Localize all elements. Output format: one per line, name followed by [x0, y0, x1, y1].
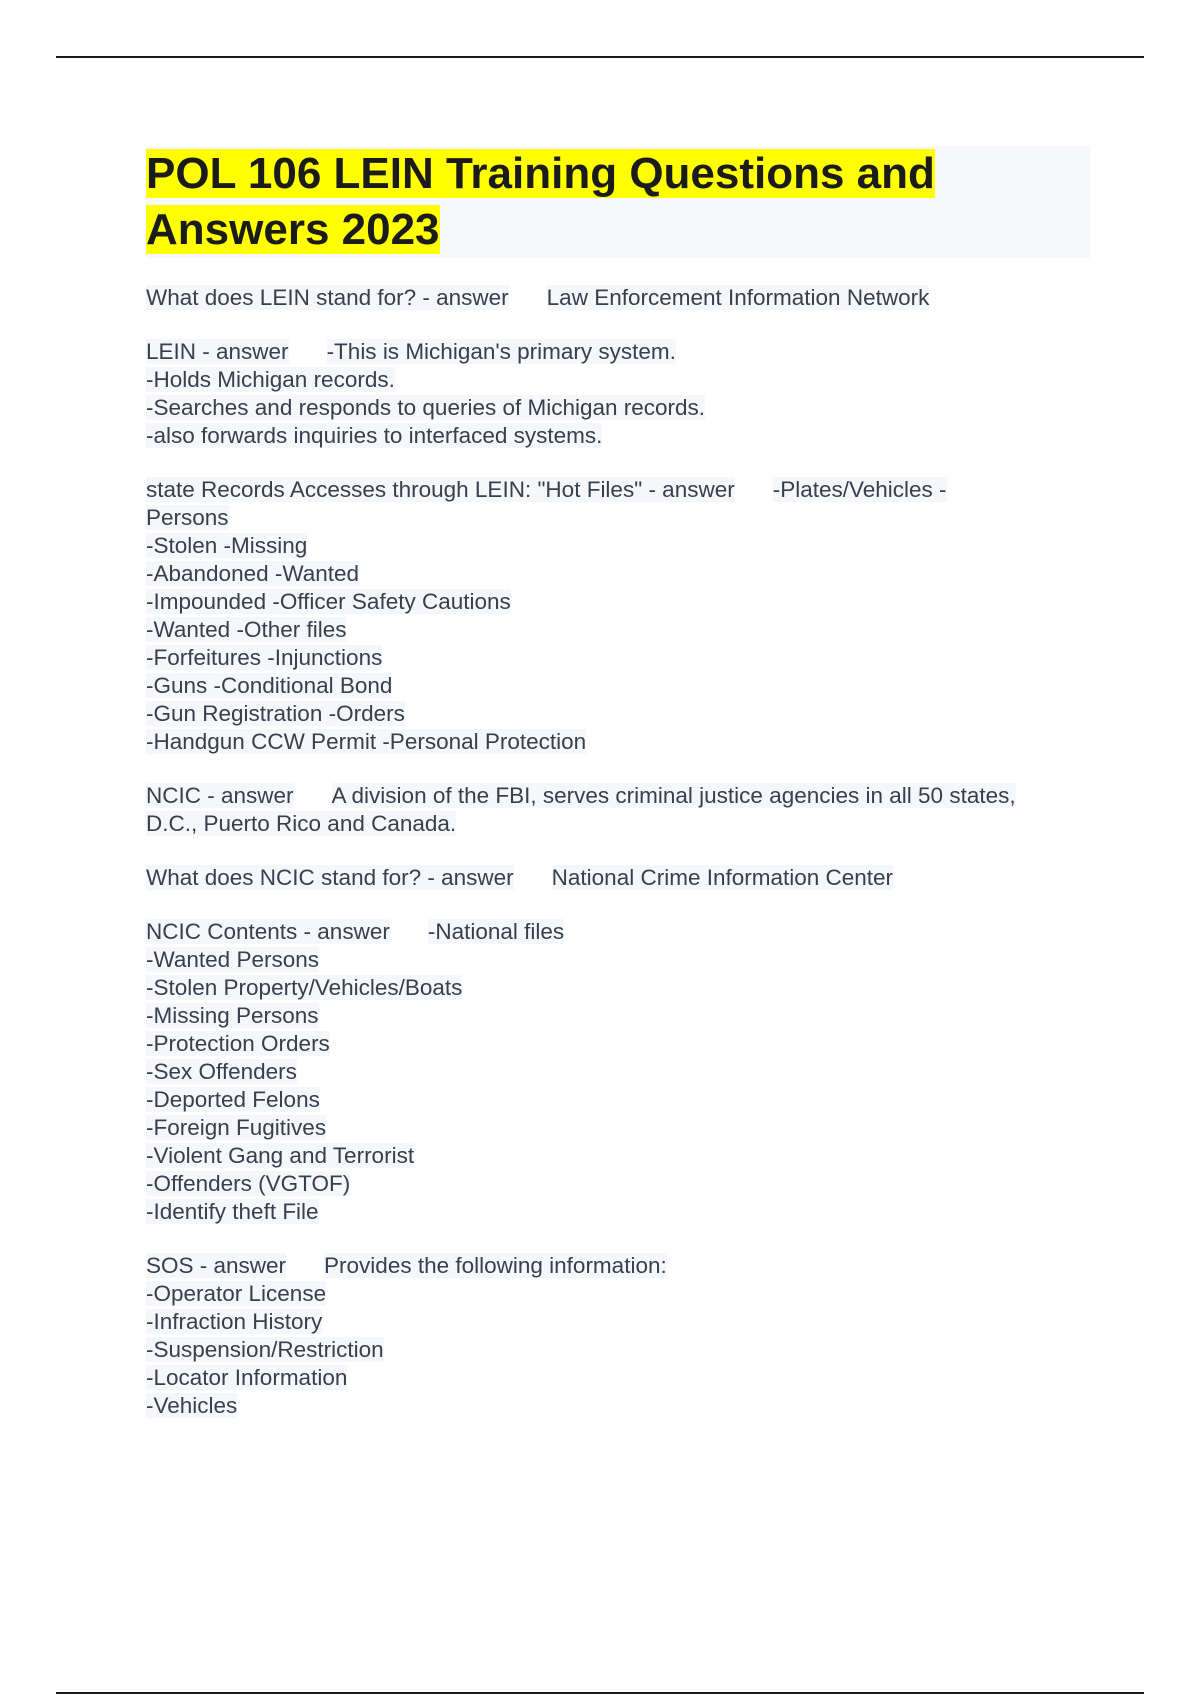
- answer-line: [146, 974, 1090, 1002]
- answer-line-text: -also forwards inquiries to interfaced systems.: [146, 423, 603, 448]
- answer-line: [146, 1170, 1090, 1198]
- qa-item: [146, 864, 1090, 892]
- answer-line-text: -Wanted Persons: [146, 947, 319, 972]
- qa-first-line: [146, 338, 1090, 366]
- answer-text: National Crime Information Center: [551, 865, 894, 890]
- answer-line-text: -Stolen Property/Vehicles/Boats: [146, 975, 463, 1000]
- answer-line: [146, 672, 1090, 700]
- qa-first-line: [146, 284, 1090, 312]
- answer-line-text: -Impounded -Officer Safety Cautions: [146, 589, 511, 614]
- answer-line-text: -Locator Information: [146, 1365, 348, 1390]
- answer-line: [146, 1002, 1090, 1030]
- answer-line-text: -Identify theft File: [146, 1199, 319, 1224]
- top-rule: [56, 56, 1144, 58]
- answer-line-text: -Violent Gang and Terrorist: [146, 1143, 415, 1168]
- answer-line: [146, 422, 1090, 450]
- answer-text: A division of the FBI, serves criminal justice agencies in all 50 states,: [331, 783, 1016, 808]
- answer-line-text: -Missing Persons: [146, 1003, 319, 1028]
- answer-line-text: D.C., Puerto Rico and Canada.: [146, 811, 457, 836]
- qa-item: [146, 476, 1090, 756]
- qa-list: [146, 284, 1090, 1420]
- title-highlight: POL 106 LEIN Training Questions and Answers 2023: [146, 149, 935, 254]
- answer-line: [146, 560, 1090, 588]
- qa-first-line: [146, 864, 1090, 892]
- answer-line: [146, 532, 1090, 560]
- qa-item: [146, 1252, 1090, 1420]
- qa-first-line: [146, 1252, 1090, 1280]
- answer-line: [146, 946, 1090, 974]
- answer-line: [146, 1308, 1090, 1336]
- answer-line-text: -Deported Felons: [146, 1087, 320, 1112]
- answer-line-text: -Operator License: [146, 1281, 327, 1306]
- answer-line: [146, 366, 1090, 394]
- answer-line-text: -Foreign Fugitives: [146, 1115, 327, 1140]
- answer-line: [146, 1114, 1090, 1142]
- answer-line-text: -Searches and responds to queries of Michigan records.: [146, 395, 706, 420]
- question-text: LEIN - answer: [146, 339, 289, 364]
- answer-line-text: -Sex Offenders: [146, 1059, 297, 1084]
- answer-line: [146, 588, 1090, 616]
- answer-line: [146, 728, 1090, 756]
- question-text: state Records Accesses through LEIN: "Hot Files" - answer: [146, 477, 735, 502]
- question-text: What does LEIN stand for? - answer: [146, 285, 509, 310]
- answer-line: [146, 1280, 1090, 1308]
- answer-line-text: -Handgun CCW Permit -Personal Protection: [146, 729, 587, 754]
- answer-text: -This is Michigan's primary system.: [326, 339, 676, 364]
- answer-line: [146, 394, 1090, 422]
- qa-item: [146, 284, 1090, 312]
- answer-line: [146, 1058, 1090, 1086]
- qa-first-line: [146, 782, 1090, 810]
- qa-item: [146, 782, 1090, 838]
- answer-line: [146, 1086, 1090, 1114]
- qa-first-line: [146, 918, 1090, 946]
- document-title: [146, 146, 1090, 258]
- answer-line: [146, 504, 1090, 532]
- answer-line-text: -Holds Michigan records.: [146, 367, 395, 392]
- answer-text: -National files: [427, 919, 565, 944]
- answer-text: Law Enforcement Information Network: [546, 285, 930, 310]
- answer-line-text: -Forfeitures -Injunctions: [146, 645, 383, 670]
- document-body: [146, 146, 1090, 1446]
- question-text: NCIC Contents - answer: [146, 919, 390, 944]
- answer-line-text: -Abandoned -Wanted: [146, 561, 360, 586]
- answer-line: [146, 1198, 1090, 1226]
- answer-line: [146, 644, 1090, 672]
- answer-line: [146, 810, 1090, 838]
- answer-line: [146, 1142, 1090, 1170]
- answer-text: Provides the following information:: [324, 1253, 667, 1278]
- answer-line-text: -Vehicles: [146, 1393, 238, 1418]
- title-block: [146, 146, 1090, 258]
- answer-line-text: -Stolen -Missing: [146, 533, 308, 558]
- answer-line: [146, 1030, 1090, 1058]
- answer-line-text: -Protection Orders: [146, 1031, 330, 1056]
- bottom-rule: [56, 1692, 1144, 1694]
- answer-line-text: -Gun Registration -Orders: [146, 701, 405, 726]
- qa-item: [146, 338, 1090, 450]
- answer-text: -Plates/Vehicles -: [772, 477, 947, 502]
- question-text: What does NCIC stand for? - answer: [146, 865, 514, 890]
- answer-line: [146, 1336, 1090, 1364]
- answer-line: [146, 700, 1090, 728]
- answer-line: [146, 616, 1090, 644]
- question-text: NCIC - answer: [146, 783, 294, 808]
- answer-line: [146, 1364, 1090, 1392]
- question-text: SOS - answer: [146, 1253, 287, 1278]
- answer-line: [146, 1392, 1090, 1420]
- answer-line-text: -Guns -Conditional Bond: [146, 673, 393, 698]
- answer-line-text: Persons: [146, 505, 229, 530]
- qa-first-line: [146, 476, 1090, 504]
- answer-line-text: -Wanted -Other files: [146, 617, 347, 642]
- qa-item: [146, 918, 1090, 1226]
- answer-line-text: -Infraction History: [146, 1309, 323, 1334]
- answer-line-text: -Suspension/Restriction: [146, 1337, 384, 1362]
- answer-line-text: -Offenders (VGTOF): [146, 1171, 351, 1196]
